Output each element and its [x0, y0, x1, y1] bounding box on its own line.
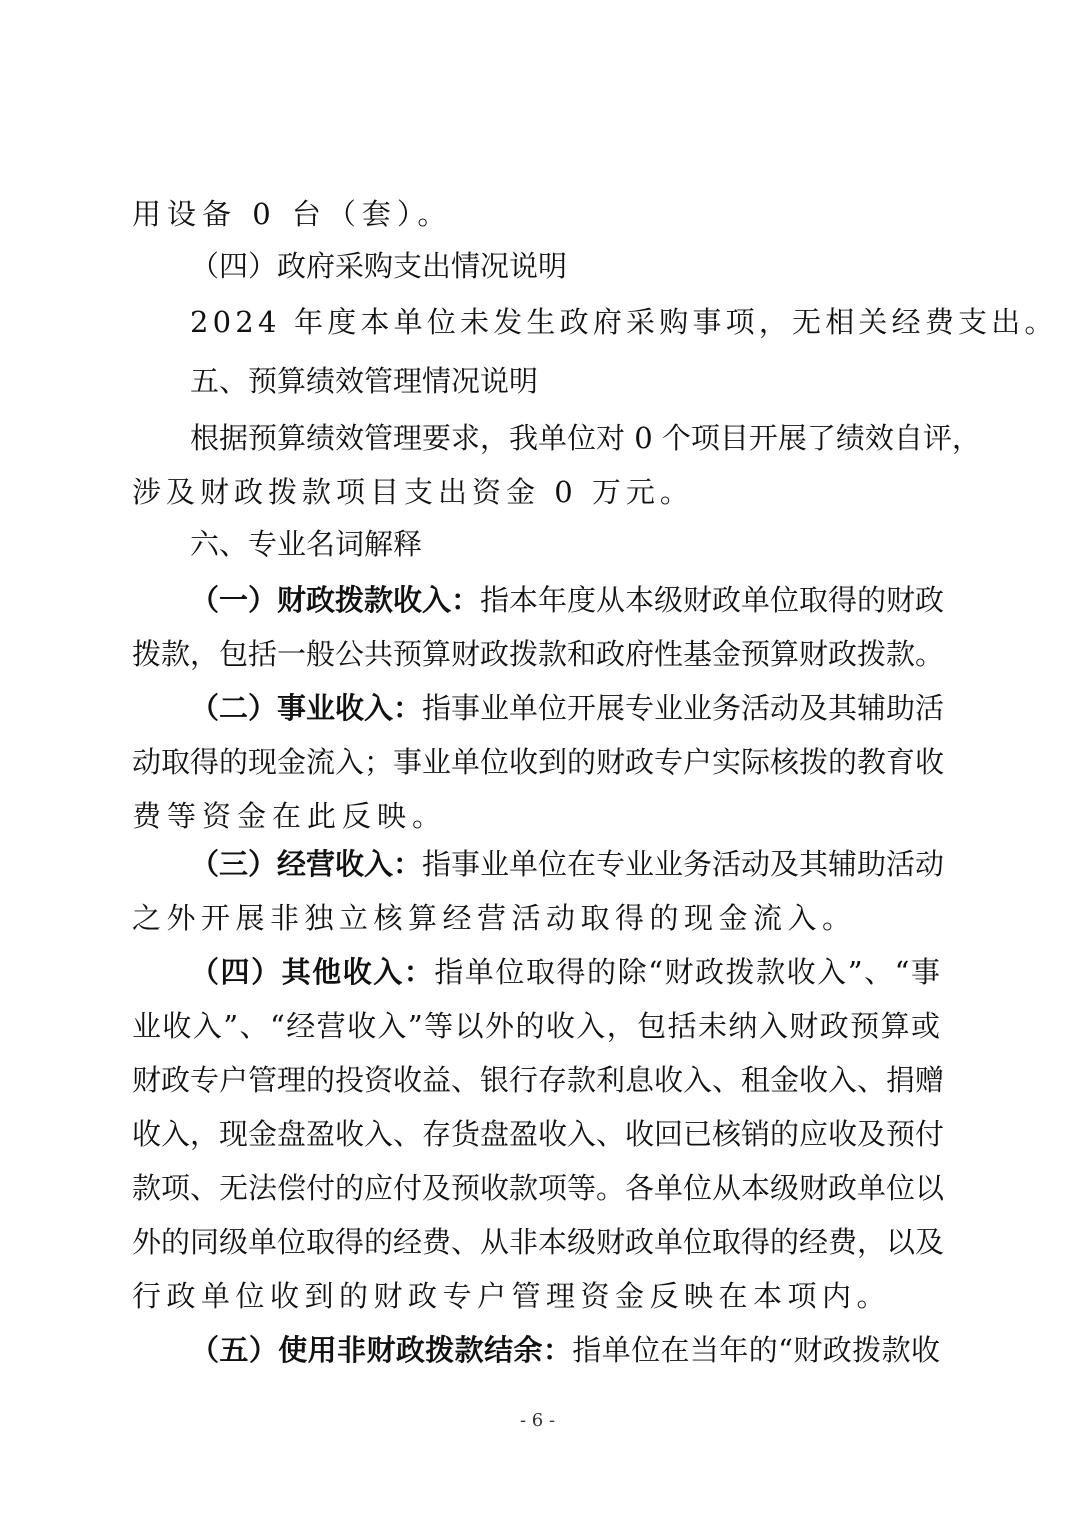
section-heading-government-procurement: （四）政府采购支出情况说明 [190, 249, 568, 283]
term-business-income-line-2: 动取得的现金流入；事业单位收到的财政专户实际核拨的教育收 [132, 745, 945, 779]
term-other-income-line-1 [190, 952, 940, 992]
term-other-income-line-5: 款项、无法偿付的应付及预收款项等。各单位从本级财政单位以 [132, 1171, 945, 1205]
term-fiscal-appropriation-line-2: 拨款，包括一般公共预算财政拨款和政府性基金预算财政拨款。 [132, 637, 945, 671]
term-definition: 指事业单位在专业业务活动及其辅助活动 [422, 847, 945, 881]
term-label: （二）事业收入： [190, 691, 423, 725]
term-other-income-line-7: 行政单位收到的财政专户管理资金反映在本项内。 [132, 1279, 892, 1313]
term-other-income-line-3: 财政专户管理的投资收益、银行存款利息收入、租金收入、捐赠 [132, 1063, 945, 1097]
performance-body-line-2: 涉及财政拨款项目支出资金 0 万元。 [132, 475, 694, 509]
term-non-fiscal-balance-line-1 [190, 1330, 940, 1370]
term-label: （一）财政拨款收入： [190, 583, 481, 617]
term-definition: 指单位取得的除“财政拨款收入”、“事 [434, 955, 940, 989]
term-fiscal-appropriation-line-1 [190, 580, 945, 620]
government-procurement-body: 2024 年度本单位未发生政府采购事项，无相关经费支出。 [190, 305, 1058, 339]
term-other-income-line-6: 外的同级单位取得的经费、从非本级财政单位取得的经费，以及 [132, 1225, 945, 1259]
term-other-income-line-2: 业收入”、“经营收入”等以外的收入，包括未纳入财政预算或 [132, 1009, 940, 1043]
term-business-income-line-1 [190, 688, 945, 728]
term-label: （四）其他收入： [190, 955, 435, 989]
term-business-income-line-3: 费等资金在此反映。 [132, 799, 448, 833]
term-definition: 指单位在当年的“财政拨款收 [572, 1333, 940, 1367]
term-label: （五）使用非财政拨款结余： [190, 1333, 573, 1367]
term-operating-income-line-1 [190, 844, 945, 884]
term-label: （三）经营收入： [190, 847, 423, 881]
term-definition: 指本年度从本级财政单位取得的财政 [480, 583, 945, 617]
section-heading-performance-management: 五、预算绩效管理情况说明 [190, 364, 539, 398]
performance-body-line-1: 根据预算绩效管理要求，我单位对 0 个项目开展了绩效自评， [190, 421, 981, 455]
section-heading-glossary: 六、专业名词解释 [190, 527, 423, 561]
page-number: - 6 - [519, 1410, 556, 1431]
term-operating-income-line-2: 之外开展非独立核算经营活动取得的现金流入。 [132, 901, 857, 935]
term-other-income-line-4: 收入，现金盘盈收入、存货盘盈收入、收回已核销的应收及预付 [132, 1117, 945, 1151]
term-definition: 指事业单位开展专业业务活动及其辅助活 [422, 691, 945, 725]
continuation-text: 用设备 0 台（套）。 [132, 197, 453, 231]
